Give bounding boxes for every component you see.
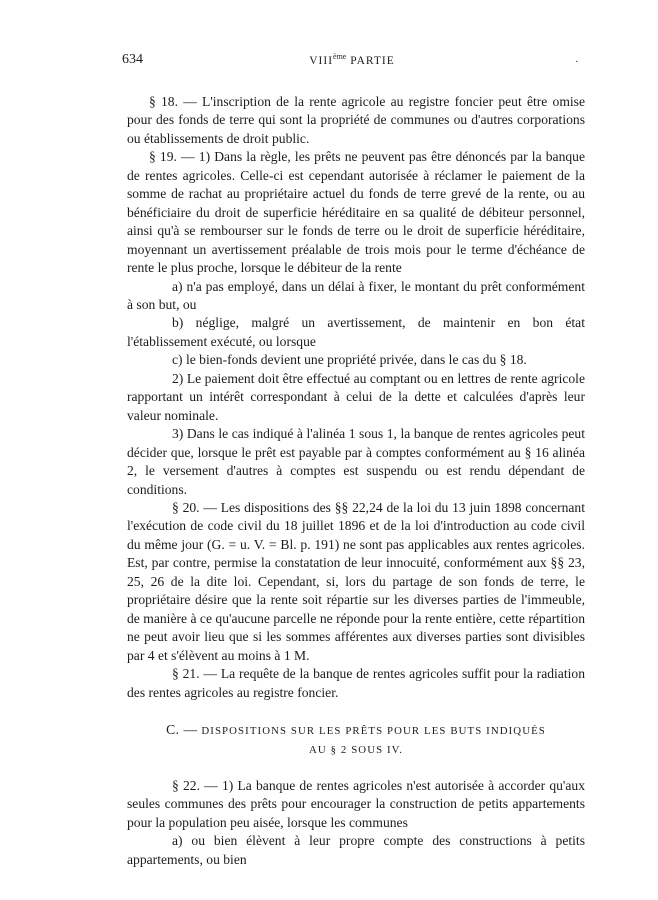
paragraph-section-19-3: 3) Dans le cas indiqué à l'alinéa 1 sous 1, la banque de rentes agricoles peut décider que, lorsque le prêt est payable par à comptes conformément au § 16 alinéa 2, le versement d'autres à comptes est suspendu ou est rendu dépendant de conditions.	[127, 426, 585, 497]
part-label-suffix: PARTIE	[346, 54, 395, 67]
section-heading-c	[127, 720, 585, 760]
list-item-c: c) le bien-fonds devient une propriété privée, dans le cas du § 18.	[172, 352, 527, 368]
part-label-sup: ème	[333, 52, 347, 61]
paragraph-section-19: § 19. — 1) Dans la règle, les prêts ne peuvent pas être dénoncés par la banque de rentes agricoles. Celle-ci est cependant autorisée à réclamer le paiement de la somme de rachat au propriétaire actuel du fonds de terre grevé de la rente, ou au bénéficiaire du droit de superficie héréditaire en sa qualité de débiteur personnel, ainsi qu'à se rembourser sur le fonds de terre ou le droit de superficie héréditaire, moyennant un avertissement préalable de trois mois pour le terme d'échéance de rente le plus proche, lorsque le débiteur de la rente	[127, 149, 585, 276]
paragraph-section-20: § 20. — Les dispositions des §§ 22,24 de la loi du 13 juin 1898 concernant l'exécution de code civil du 18 juillet 1896 et de la loi d'introduction au code civil du même jour (G. = u. V. = Bl. p. 191) ne sont pas applicables aux rentes agricoles. Est, par contre, permise la constatation de leur innocuité, conformément aux §§ 23, 25, 26 de la dite loi. Cependant, si, lors du partage de son fonds de terre, le propriétaire désire que la rente soit répartie sur les diverses parties de l'immeuble, de manière à ce qu'aucune parcelle ne réponde pour la rente entière, cette répartition ne peut avoir lieu que si les sommes afférentes aux diverses parties sont divisibles par 4 et s'élèvent au moins à 1 M.	[127, 499, 585, 663]
list-item-b: b) néglige, malgré un avertissement, de maintenir en bon état l'établissement exécuté, ou lorsque	[127, 315, 585, 349]
part-label-prefix: VIII	[309, 54, 334, 67]
running-head	[122, 52, 582, 67]
page-header	[122, 52, 582, 72]
page-body	[127, 93, 585, 869]
paragraph-section-19-2: 2) Le paiement doit être effectué au comptant ou en lettres de rente agricole rapportant un intérêt correspondant à celui de la dette et calculées d'après leur valeur nominale.	[127, 370, 585, 423]
paragraph-section-21: § 21. — La requête de la banque de rentes agricoles suffit pour la radiation des rentes agricoles au registre foncier.	[127, 666, 585, 700]
section-heading-letter: C. —	[166, 721, 198, 737]
section-heading-line2: AU § 2 SOUS IV.	[309, 743, 403, 756]
header-mark: .	[575, 54, 578, 65]
page-number: 634	[122, 52, 143, 67]
list-item-a-section-22: a) ou bien élèvent à leur propre compte des constructions à petits appartements, ou bien	[127, 833, 585, 867]
list-item-a: a) n'a pas employé, dans un délai à fixer, le montant du prêt conformément à son but, ou	[127, 278, 585, 312]
section-heading-line1: DISPOSITIONS SUR LES PRÊTS POUR LES BUTS INDIQUÉS	[197, 724, 546, 737]
paragraph-section-18: § 18. — L'inscription de la rente agricole au registre foncier peut être omise pour des fonds de terre qui sont la propriété de communes ou d'autres corporations ou établissements de droit public.	[127, 94, 585, 146]
paragraph-section-22: § 22. — 1) La banque de rentes agricoles n'est autorisée à accorder qu'aux seules communes des prêts pour encourager la construction de petits appartements pour la population peu aisée, lorsque les communes	[127, 777, 585, 830]
